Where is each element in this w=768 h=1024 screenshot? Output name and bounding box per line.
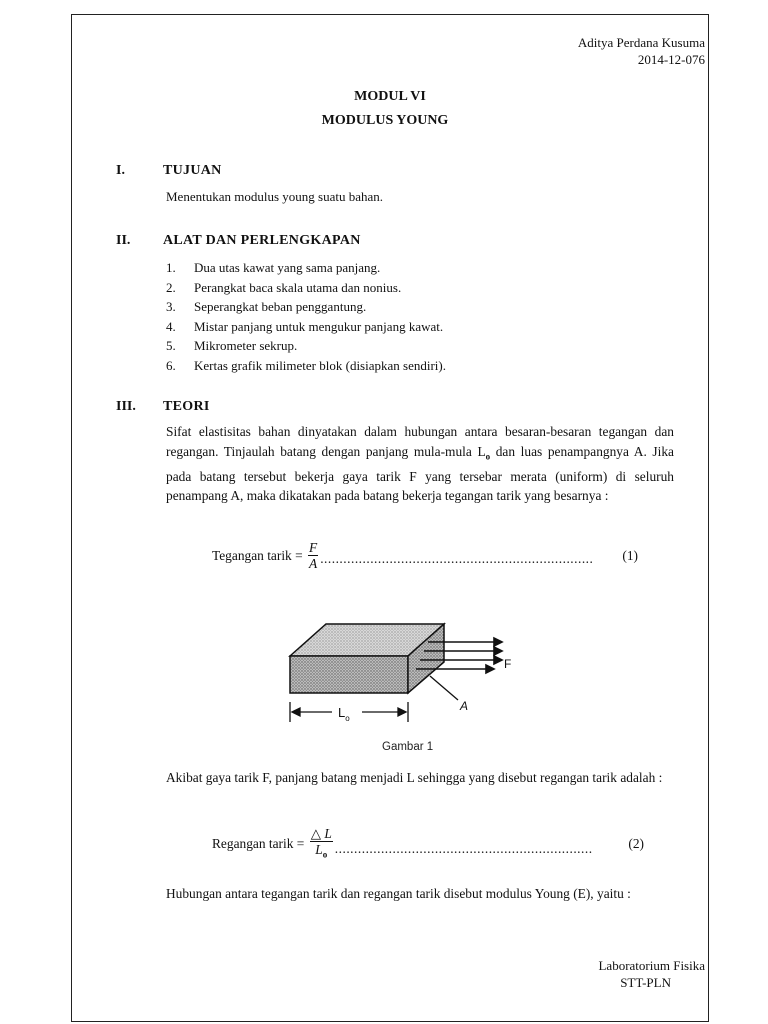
paragraph-text: dan luas penampangnya A. Jika pada batang tersebut bekerja gaya tarik F yang tersebar merata (uniform) di seluruh penampang A, maka dikatakan pada batang bekerja tegangan tarik yang besarnya : bbox=[166, 443, 674, 504]
fraction-denominator bbox=[315, 842, 327, 863]
theory-paragraph-1 bbox=[166, 422, 674, 506]
area-pointer bbox=[430, 676, 458, 700]
author-name: Aditya Perdana Kusuma bbox=[577, 35, 705, 50]
list-text: Perangkat baca skala utama dan nonius. bbox=[194, 279, 402, 295]
section-1-title: TUJUAN bbox=[163, 163, 222, 178]
theory-paragraph-2: Akibat gaya tarik F, panjang batang menjadi L sehingga yang disebut regangan tarik adalah : bbox=[166, 770, 663, 785]
list-number: 2. bbox=[166, 279, 176, 295]
list-item bbox=[166, 297, 446, 317]
fraction-numerator: △ L bbox=[310, 826, 332, 841]
fraction-denominator: A bbox=[309, 556, 318, 571]
module-title: MODULUS YOUNG bbox=[321, 113, 449, 128]
bar-front-face bbox=[290, 656, 408, 693]
list-number: 6. bbox=[166, 357, 176, 373]
equation-label: Regangan tarik = bbox=[212, 836, 308, 852]
equipment-list bbox=[166, 258, 446, 375]
fraction bbox=[310, 826, 333, 863]
list-item bbox=[166, 336, 446, 356]
length-label: $L_o$ bbox=[338, 705, 350, 723]
list-number: 5. bbox=[166, 338, 176, 353]
section-2-number: II. bbox=[116, 233, 131, 248]
force-label: F bbox=[504, 657, 512, 671]
module-number: MODUL VI bbox=[354, 89, 426, 104]
fraction-numerator: F bbox=[309, 540, 318, 555]
figure-1 bbox=[262, 598, 524, 760]
leader-dots: ................................................................... bbox=[334, 840, 593, 856]
section-2-title: ALAT DAN PERLENGKAPAN bbox=[163, 233, 361, 248]
header-block bbox=[578, 34, 705, 68]
list-item bbox=[166, 317, 446, 337]
footer-block bbox=[598, 957, 705, 991]
subscript: o bbox=[485, 451, 491, 462]
list-number: 3. bbox=[166, 299, 176, 314]
student-id: 2014-12-076 bbox=[637, 52, 705, 67]
section-3-title: TEORI bbox=[163, 399, 210, 414]
list-text: Mikrometer sekrup. bbox=[194, 338, 298, 353]
institution-name: STT-PLN bbox=[620, 975, 671, 990]
list-text: Seperangkat beban penggantung. bbox=[194, 299, 367, 314]
list-text: Kertas grafik milimeter blok (disiapkan sendiri). bbox=[194, 357, 446, 373]
list-item bbox=[166, 356, 446, 376]
list-text: Dua utas kawat yang sama panjang. bbox=[194, 260, 381, 275]
lab-name: Laboratorium Fisika bbox=[598, 958, 705, 973]
list-text: Mistar panjang untuk mengukur panjang kawat. bbox=[194, 318, 444, 334]
equation-1 bbox=[212, 540, 638, 571]
objective-text: Menentukan modulus young suatu bahan. bbox=[166, 189, 383, 204]
denominator-text: L bbox=[315, 842, 323, 857]
paragraph-text: Sifat elastisitas bahan dinyatakan dalam hubungan antara besaran-besaran tegangan dan regangan. Tinjaulah batang dengan panjang mula-mula L bbox=[166, 424, 674, 459]
equation-number: (2) bbox=[628, 836, 644, 852]
bar-diagram bbox=[262, 598, 524, 760]
figure-caption: Gambar 1 bbox=[382, 741, 434, 753]
list-item bbox=[166, 278, 446, 298]
section-1-number: I. bbox=[116, 163, 125, 178]
list-item bbox=[166, 258, 446, 278]
fraction bbox=[308, 540, 318, 571]
equation-label: Tegangan tarik = bbox=[212, 547, 306, 563]
list-number: 1. bbox=[166, 260, 176, 275]
subscript: o bbox=[322, 849, 328, 860]
section-3-number: III. bbox=[116, 399, 136, 414]
equation-2 bbox=[212, 826, 644, 863]
area-label: A bbox=[460, 699, 469, 713]
equation-number: (1) bbox=[622, 547, 638, 563]
leader-dots: ....................................................................... bbox=[320, 551, 594, 566]
theory-paragraph-3: Hubungan antara tegangan tarik dan regangan tarik disebut modulus Young (E), yaitu : bbox=[166, 886, 631, 901]
list-number: 4. bbox=[166, 318, 176, 334]
